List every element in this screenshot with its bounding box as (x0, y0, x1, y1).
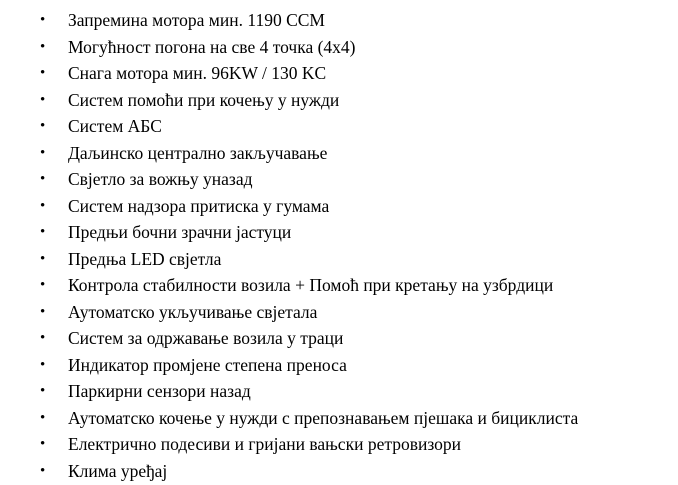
list-item-text: Даљинско централно закључавање (68, 142, 328, 163)
bullet-icon: • (40, 38, 46, 55)
list-item-text: Предња LED свјетла (68, 248, 222, 269)
list-item-text: Аутоматско кочење у нужди с препознавањем пјешака и бициклиста (68, 407, 579, 428)
bullet-icon: • (40, 171, 46, 187)
bullet-icon: • (40, 436, 46, 452)
bullet-icon: • (40, 330, 46, 346)
bullet-icon: • (40, 65, 46, 81)
bullet-icon: • (40, 12, 46, 28)
list-item-text: Индикатор промјене степена преноса (68, 354, 347, 375)
list-item-text: Предњи бочни зрачни јастуци (68, 222, 292, 242)
list-item-text: Аутоматско укључивање свјетала (68, 301, 318, 322)
list-item-text: Контрола стабилности возила + Помоћ при кретању на узбрдици (68, 275, 554, 295)
list-item-text: Свјетло за вожњу уназад (68, 169, 253, 189)
bullet-icon: • (40, 144, 46, 161)
bullet-icon: • (40, 197, 46, 214)
list-item-text: Снага мотора мин. 96KW / 130 KC (68, 63, 327, 83)
bullet-icon: • (40, 277, 46, 293)
bullet-icon: • (40, 462, 46, 479)
list-item-text: Запремина мотора мин. 1190 CCM (68, 10, 325, 30)
list-item-text: Систем за одржавање возила у траци (68, 328, 344, 348)
bullet-icon: • (40, 356, 46, 373)
list-item-text: Систем надзора притиска у гумама (68, 195, 330, 216)
list-item-text: Могућност погона на све 4 точка (4x4) (68, 36, 356, 57)
list-item-text: Паркирни сензори назад (68, 381, 251, 401)
bullet-icon: • (40, 91, 46, 108)
bullet-icon: • (40, 224, 46, 240)
bullet-icon: • (40, 383, 46, 399)
list-item-text: Систем АБС (68, 116, 162, 136)
bullet-icon: • (40, 303, 46, 320)
bullet-icon: • (40, 409, 46, 426)
bullet-icon: • (40, 118, 46, 134)
list-item-text: Систем помоћи при кочењу у нужди (68, 89, 340, 110)
bullet-icon: • (40, 250, 46, 267)
list-item-text: Електрично подесиви и гријани вањски ретровизори (68, 434, 461, 454)
list-item-text: Клима уређај (68, 460, 168, 481)
